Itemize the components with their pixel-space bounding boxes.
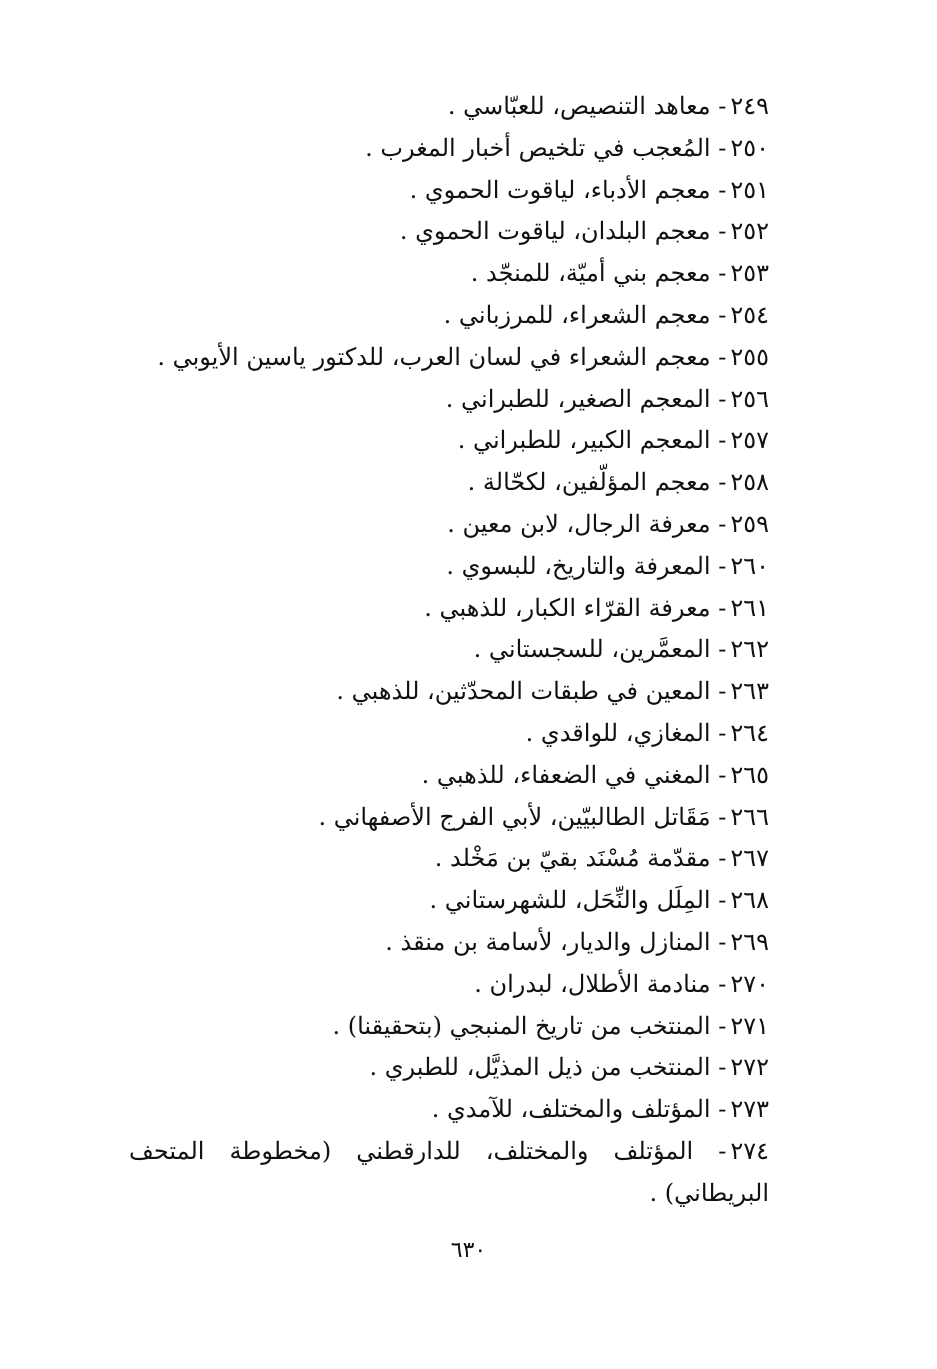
entry-text: - المعرفة والتاريخ، للبسوي .	[446, 551, 727, 580]
entry-text: - المغازي، للواقدي .	[525, 718, 727, 747]
entry-text: - المنتخب من تاريخ المنبجي (بتحقيقنا) .	[332, 1011, 727, 1040]
entry-text: - المعمَّرين، للسجستاني .	[473, 635, 727, 664]
entry-text: - معاهد التنصيص، للعبّاسي .	[447, 92, 727, 120]
list-item	[129, 713, 769, 755]
entry-number: ٢٦٥	[730, 760, 769, 789]
entry-text: - المعجم الكبير، للطبراني .	[457, 426, 727, 455]
list-item	[129, 1089, 769, 1131]
entry-text: - المؤتلف والمختلف، للدارقطني (مخطوطة المتحف البريطاني) .	[129, 1136, 769, 1207]
entry-number: ٢٥٤	[730, 300, 769, 329]
entry-text: - المُعجب في تلخيص أخبار المغرب .	[365, 133, 727, 162]
list-item	[129, 629, 769, 671]
bibliography-list	[129, 86, 769, 1215]
entry-text: - معجم الشعراء في لسان العرب، للدكتور ياسين الأيوبي .	[157, 342, 727, 371]
list-item	[129, 1006, 769, 1048]
entry-text: - معجم بني أميّة، للمنجّد .	[470, 259, 727, 288]
list-item	[129, 797, 769, 839]
entry-text: - معجم المؤلّفين، لكحّالة .	[467, 468, 727, 497]
entry-number: ٢٧٣	[730, 1095, 769, 1124]
list-item	[129, 86, 769, 128]
list-item	[129, 170, 769, 212]
entry-text: - معرفة القرّاء الكبار، للذهبي .	[424, 593, 727, 622]
entry-text: - المغني في الضعفاء، للذهبي .	[421, 760, 727, 789]
entry-number: ٢٥٢	[730, 217, 769, 246]
entry-number: ٢٤٩	[730, 92, 769, 120]
entry-text: - منادمة الأطلال، لبدران .	[474, 969, 727, 998]
entry-text: - المؤتلف والمختلف، للآمدي .	[431, 1095, 727, 1124]
list-item	[129, 379, 769, 421]
list-item	[129, 546, 769, 588]
entry-number: ٢٦٨	[730, 886, 769, 915]
entry-number: ٢٦٧	[730, 844, 769, 873]
entry-number: ٢٧٤	[730, 1136, 769, 1165]
entry-number: ٢٧١	[730, 1011, 769, 1040]
entry-text: - المِلَل والنِّحَل، للشهرستاني .	[429, 886, 727, 915]
entry-number: ٢٦٢	[730, 635, 769, 664]
list-item	[129, 504, 769, 546]
list-item	[129, 671, 769, 713]
entry-number: ٢٦٣	[730, 677, 769, 706]
list-item	[129, 964, 769, 1006]
entry-number: ٢٦٦	[730, 802, 769, 831]
page-number: ٦٣٠	[450, 1238, 487, 1263]
entry-number: ٢٦٠	[730, 551, 769, 580]
list-item	[129, 880, 769, 922]
list-item	[129, 1047, 769, 1089]
entry-text: - معجم الأدباء، لياقوت الحموي .	[409, 175, 727, 204]
list-item	[129, 253, 769, 295]
entry-text: - المعجم الصغير، للطبراني .	[445, 384, 727, 413]
entry-number: ٢٥٥	[730, 342, 769, 371]
list-item	[129, 755, 769, 797]
list-item	[129, 128, 769, 170]
list-item	[129, 838, 769, 880]
entry-text: - مقدّمة مُسْنَد بقيّ بن مَخْلد .	[434, 844, 727, 873]
entry-number: ٢٦٩	[730, 927, 769, 956]
entry-number: ٢٥٧	[730, 426, 769, 455]
entry-text: - معجم الشعراء، للمرزباني .	[443, 300, 727, 329]
entry-text: - معجم البلدان، لياقوت الحموي .	[399, 217, 727, 246]
list-item	[129, 211, 769, 253]
entry-text: - مَقَاتل الطالبيّين، لأبي الفرج الأصفهاني .	[318, 802, 727, 831]
entry-number: ٢٥٨	[730, 468, 769, 497]
list-item	[129, 420, 769, 462]
entry-number: ٢٥١	[730, 175, 769, 204]
entry-number: ٢٥٣	[730, 259, 769, 288]
list-item	[129, 337, 769, 379]
entry-text: - معرفة الرجال، لابن معين .	[447, 509, 727, 538]
entry-number: ٢٦٤	[730, 718, 769, 747]
entry-text: - المعين في طبقات المحدّثين، للذهبي .	[336, 677, 727, 706]
entry-number: ٢٥٩	[730, 509, 769, 538]
list-item	[129, 922, 769, 964]
entry-text: - المنازل والديار، لأسامة بن منقذ .	[385, 927, 727, 956]
list-item	[129, 588, 769, 630]
list-item	[129, 462, 769, 504]
entry-text: - المنتخب من ذيل المذيَّل، للطبري .	[369, 1053, 727, 1082]
entry-number: ٢٦١	[730, 593, 769, 622]
list-item	[129, 295, 769, 337]
list-item	[129, 1131, 769, 1215]
entry-number: ٢٧٢	[730, 1053, 769, 1082]
entry-number: ٢٥٦	[730, 384, 769, 413]
entry-number: ٢٥٠	[730, 133, 769, 162]
entry-number: ٢٧٠	[730, 969, 769, 998]
